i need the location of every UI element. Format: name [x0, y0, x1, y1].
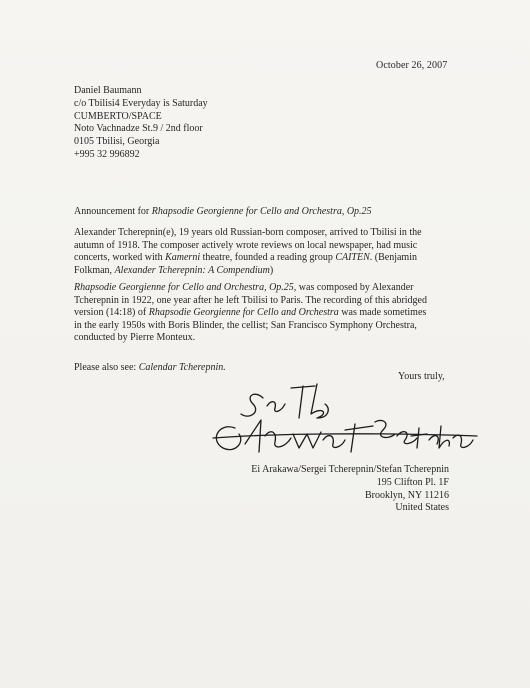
recipient-address: [74, 85, 208, 162]
paragraph-text: theatre, founded a reading group: [200, 252, 336, 264]
announcement-title: Rhapsodie Georgienne for Cello and Orchestra, Op.25: [151, 206, 372, 217]
italic-rhapsodie-title: Rhapsodie Georgienne for Cello and Orchestra, Op.25: [74, 282, 294, 293]
italic-compendium: Alexander Tcherepnin: A Compendium: [114, 264, 270, 276]
paragraph-recording: [74, 282, 434, 345]
sender-street: 195 Clifton Pl. 1F: [376, 476, 449, 488]
announcement-line: [74, 206, 372, 217]
paragraph-text: was made sometimes in the early 1950s with Boris Blinder, the cellist; San Francisco Symphony Orchestra, conducted by Pierre Monteux.: [74, 307, 427, 344]
paragraph-text: ): [269, 264, 274, 276]
paragraph-text: , was composed by Alexander Tcherepnin in 1922, one year after he left Tbilisi to Paris. The recording of this abridged version (14:18) of: [74, 282, 427, 319]
italic-caiten: CAITEN: [335, 252, 370, 264]
closing-salutation: Yours truly,: [398, 371, 445, 382]
italic-rhapsodie-short: Rhapsodie Georgienne for Cello and Orchestra: [148, 307, 339, 319]
paragraph-text: Alexander Tcherepnin(e), 19 years old Russian-born composer, arrived to Tbilisi in the autumn of 1918. The composer actively wrote reviews on local newspaper, had music concerts, worked with: [74, 227, 422, 264]
recipient-city: 0105 Tbilisi, Georgia: [74, 136, 160, 148]
letter-date: October 26, 2007: [376, 60, 448, 71]
please-see-text: Please also see:: [74, 362, 139, 373]
recipient-street: Noto Vachnadze St.9 / 2nd floor: [74, 123, 203, 135]
recipient-name: Daniel Baumann: [74, 85, 142, 96]
paragraph-text: . (Benjamin Folkman,: [74, 252, 417, 276]
announcement-prefix: Announcement for: [74, 206, 152, 217]
please-see-line: [74, 362, 226, 373]
please-see-reference: Calendar Tcherepnin.: [138, 362, 226, 373]
paragraph-biography: [74, 227, 434, 277]
sender-names: Ei Arakawa/Sergei Tcherepnin/Stefan Tcherepnin: [251, 464, 449, 475]
recipient-organization: CUMBERTO/SPACE: [74, 110, 162, 122]
handwritten-signature: [205, 378, 485, 468]
sender-block: [251, 464, 449, 515]
recipient-care-of: c/o Tbilisi4 Everyday is Saturday: [74, 97, 208, 109]
recipient-phone: +995 32 996892: [74, 148, 140, 160]
sender-city: Brooklyn, NY 11216: [365, 489, 449, 501]
italic-kamerni: Kamerni: [165, 252, 201, 264]
sender-country: United States: [395, 502, 449, 514]
